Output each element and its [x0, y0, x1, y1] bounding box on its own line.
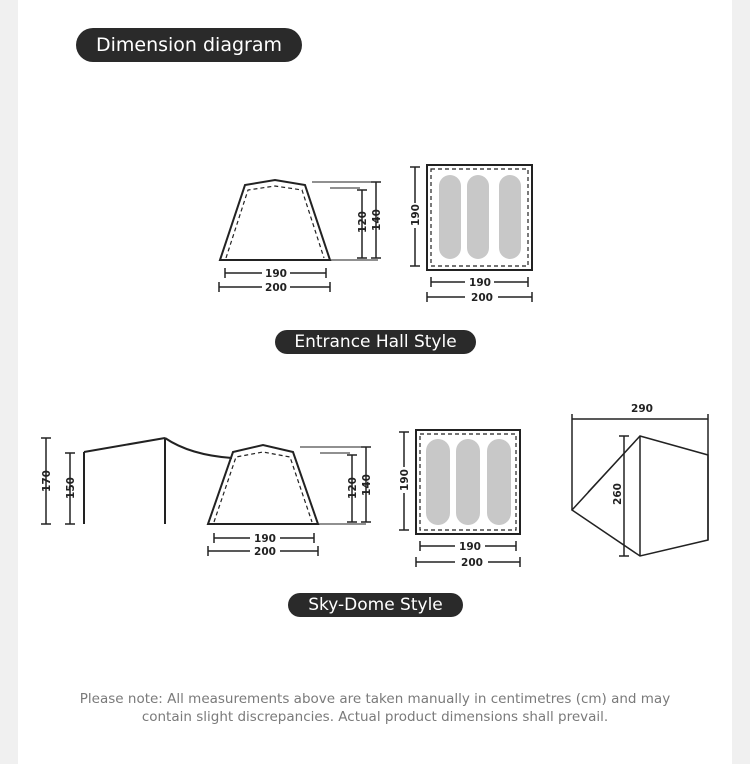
entrance-height-outer: 140 [371, 209, 383, 231]
entrance-length: 190 [410, 204, 422, 226]
plan-top-width: 290 [631, 403, 653, 415]
awning-pole-outer: 170 [41, 470, 53, 492]
entrance-top-view [410, 165, 532, 304]
sleeping-mat [499, 175, 521, 259]
entrance-width-inner: 190 [265, 268, 287, 280]
sleeping-mat [439, 175, 461, 259]
sleeping-mat [487, 439, 511, 525]
entrance-top-width-inner: 190 [469, 277, 491, 289]
plan-depth: 260 [612, 483, 624, 505]
skydome-top-view [399, 430, 520, 569]
note-line-1: Please note: All measurements above are taken manually in centimetres (cm) and may [79, 691, 671, 707]
sleeping-mat [467, 175, 489, 259]
skydome-width-outer: 200 [254, 546, 276, 558]
sleeping-mat [426, 439, 450, 525]
skydome-width-inner: 190 [254, 533, 276, 545]
skydome-style-label: Sky-Dome Style [288, 593, 463, 617]
skydome-side-view [41, 438, 373, 558]
skydome-length: 190 [399, 469, 411, 491]
section-title: Dimension diagram [76, 28, 302, 62]
entrance-side-view [219, 180, 383, 294]
skydome-height-outer: 140 [361, 474, 373, 496]
skydome-top-width-inner: 190 [459, 541, 481, 553]
entrance-style-label: Entrance Hall Style [275, 330, 476, 354]
note-line-2: contain slight discrepancies. Actual product dimensions shall prevail. [141, 709, 609, 725]
entrance-height-inner: 120 [357, 211, 369, 233]
sleeping-mat [456, 439, 480, 525]
skydome-height-inner: 120 [347, 477, 359, 499]
entrance-width-outer: 200 [265, 282, 287, 294]
entrance-top-width-outer: 200 [471, 292, 493, 304]
skydome-plan-view [572, 403, 708, 556]
awning-pole-inner: 150 [65, 477, 77, 499]
measurement-note [40, 690, 710, 726]
skydome-top-width-outer: 200 [461, 557, 483, 569]
